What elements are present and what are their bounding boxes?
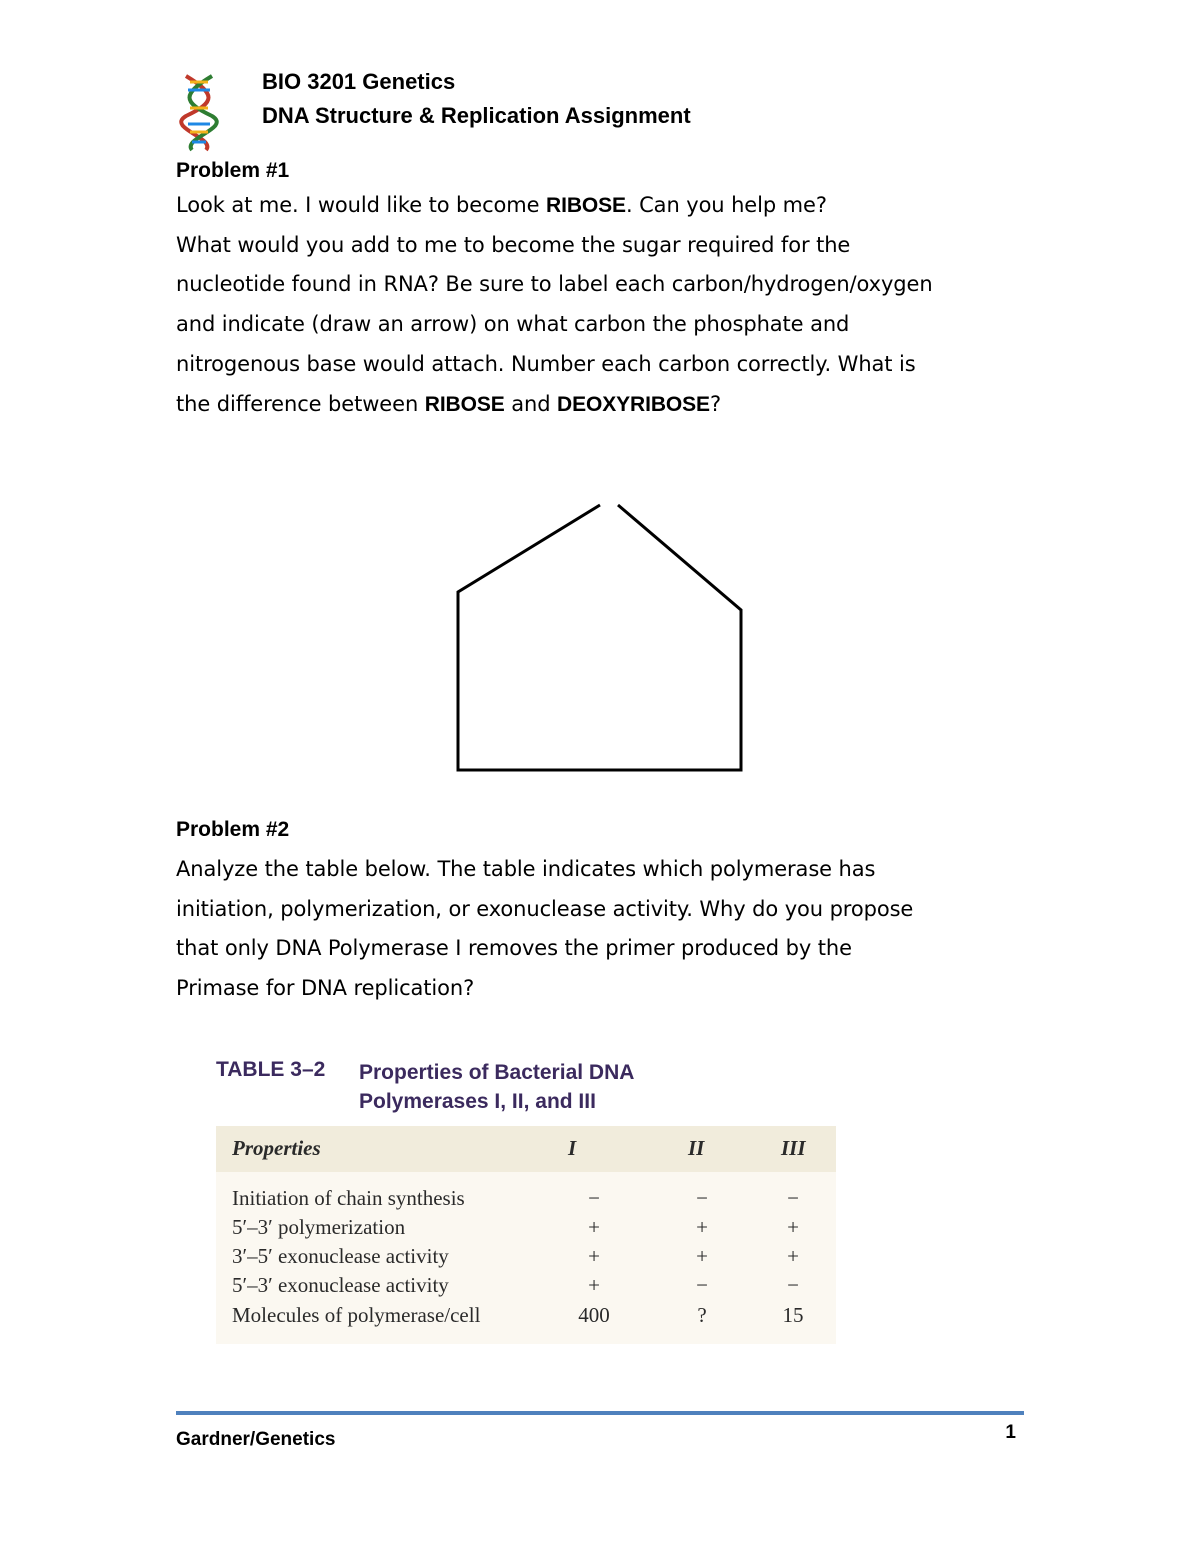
footer-author: Gardner/Genetics [176,1429,336,1450]
table-label: TABLE 3–2 [216,1058,326,1081]
table-row-label: Molecules of polymerase/cell [232,1303,481,1327]
table-cell: + [787,1215,799,1239]
polymerase-properties-table [216,1054,836,1344]
problem1-line: and indicate (draw an arrow) on what carbon the phosphate and [176,312,850,337]
table-cell: − [696,1273,708,1297]
table-header-pol3: III [781,1136,806,1160]
table-cell: − [588,1186,600,1210]
problem1-text [176,186,1036,424]
problem2-line: that only DNA Polymerase I removes the primer produced by the [176,936,852,961]
problem1-line: What would you add to me to become the sugar required for the [176,232,851,257]
table-cell: − [787,1273,799,1297]
bold-term: DEOXYRIBOSE [557,392,710,416]
bold-term: RIBOSE [424,392,505,416]
table-header-pol1: I [568,1136,577,1160]
table-cell: + [588,1273,600,1297]
problem2-text [176,850,1036,1009]
table-row-label: 5′–3′ polymerization [232,1215,406,1239]
table-cell: + [588,1215,600,1239]
table-cell: + [588,1244,600,1268]
table-row-label: 3′–5′ exonuclease activity [232,1244,449,1268]
table-cell: − [787,1186,799,1210]
assignment-title: DNA Structure & Replication Assignment [262,103,691,128]
footer-rule [176,1411,1024,1415]
page-number: 1 [1005,1422,1016,1443]
problem1-line: the difference between RIBOSE and DEOXYRIBOSE? [176,391,722,416]
problem1-line: nitrogenous base would attach. Number each carbon correctly. What is [176,351,916,376]
table-cell: + [696,1215,708,1239]
table-cell: + [696,1244,708,1268]
table-cell: 400 [578,1303,610,1327]
problem2-title: Problem #2 [176,818,290,841]
course-title: BIO 3201 Genetics [262,69,456,94]
problem1-line: nucleotide found in RNA? Be sure to label each carbon/hydrogen/oxygen [176,272,933,297]
table-row-label: 5′–3′ exonuclease activity [232,1273,449,1297]
table-caption-line1: Properties of Bacterial DNA [359,1061,635,1084]
table-cell: ? [697,1303,707,1327]
problem2-line: Primase for DNA replication? [176,976,475,1001]
table-row-label: Initiation of chain synthesis [232,1186,465,1210]
table-cell: 15 [782,1303,804,1327]
table-cell: − [696,1186,708,1210]
problem2-line: initiation, polymerization, or exonuclease activity. Why do you propose [176,896,914,921]
table-caption [359,1058,634,1116]
problem2-line: Analyze the table below. The table indicates which polymerase has [176,857,876,881]
table-header-properties: Properties [232,1136,321,1160]
table-caption-line2: Polymerases I, II, and III [359,1090,596,1113]
dna-helix-icon [176,72,224,152]
table-cell: + [787,1244,799,1268]
table-header-pol2: II [688,1136,705,1160]
sugar-ring-pentagon [440,494,760,784]
bold-term: RIBOSE [546,194,626,217]
problem1-line: Look at me. I would like to become RIBOSE. Can you help me? [176,193,827,217]
problem1-title: Problem #1 [176,159,290,182]
